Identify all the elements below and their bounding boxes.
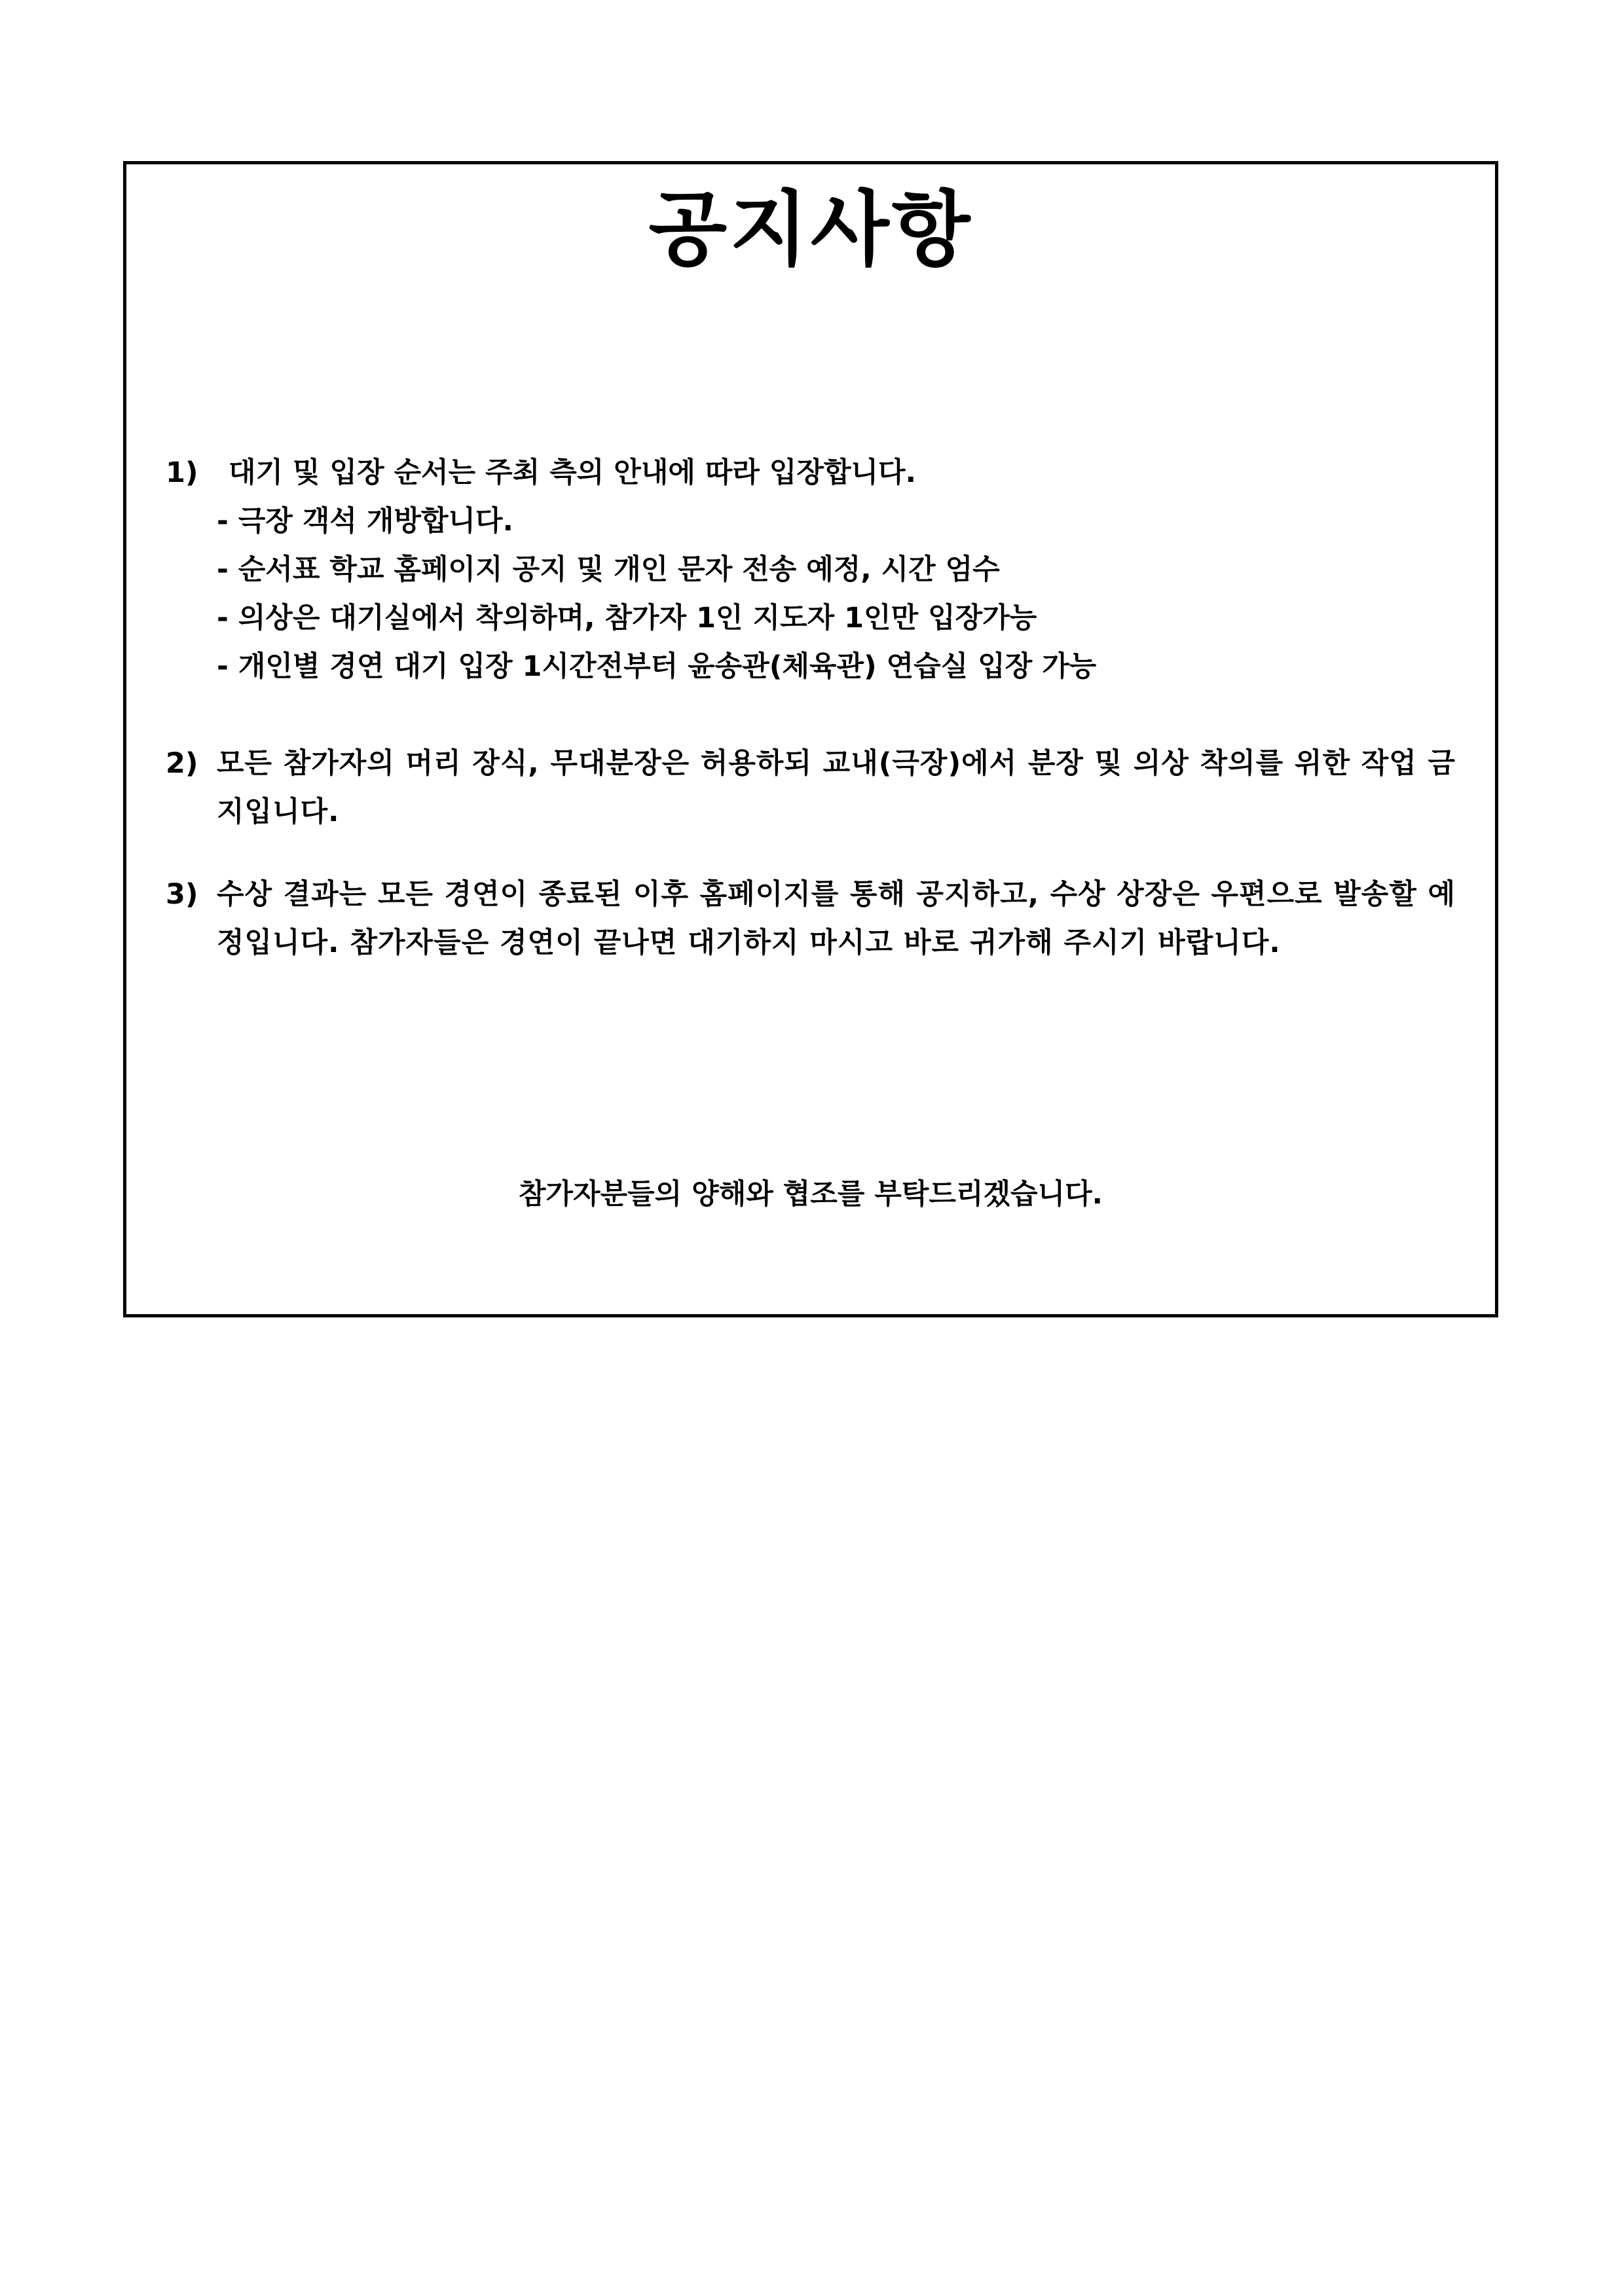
item-number: 2) [166,747,198,780]
notice-box [123,161,1498,1317]
notice-item-1 [166,449,1456,691]
item-text: 수상 결과는 모든 경연이 종료된 이후 홈페이지를 통해 공지하고, 수상 상장은 우편으로 발송할 예정입니다. 참가자들은 경연이 끝나면 대기하지 마시고 바로 귀가해 주시기 바랍니다. [217,878,1456,959]
notice-title: 공지사항 [648,183,973,277]
sub-item: - 의상은 대기실에서 착의하며, 참가자 1인 지도자 1인만 입장가능 [217,602,1037,634]
sub-item: - 극장 객석 개방합니다. [217,505,513,538]
sub-item: - 순서표 학교 홈페이지 공지 및 개인 문자 전송 예정, 시간 엄수 [217,553,1000,586]
item-number: 1) [166,456,198,489]
notice-item-2 [166,739,1456,836]
closing-message: 참가자분들의 양해와 협조를 부탁드리겠습니다. [518,1178,1103,1211]
item-text: 대기 및 입장 순서는 주최 측의 안내에 따라 입장합니다. [229,456,916,489]
sub-item: - 개인별 경연 대기 입장 1시간전부터 윤송관(체육관) 연습실 입장 가능 [217,650,1097,683]
item-text: 모든 참가자의 머리 장식, 무대분장은 허용하되 교내(극장)에서 분장 및 의상 착의를 위한 작업 금지입니다. [217,747,1456,828]
notice-item-3 [166,870,1456,967]
item-number: 3) [166,878,198,911]
